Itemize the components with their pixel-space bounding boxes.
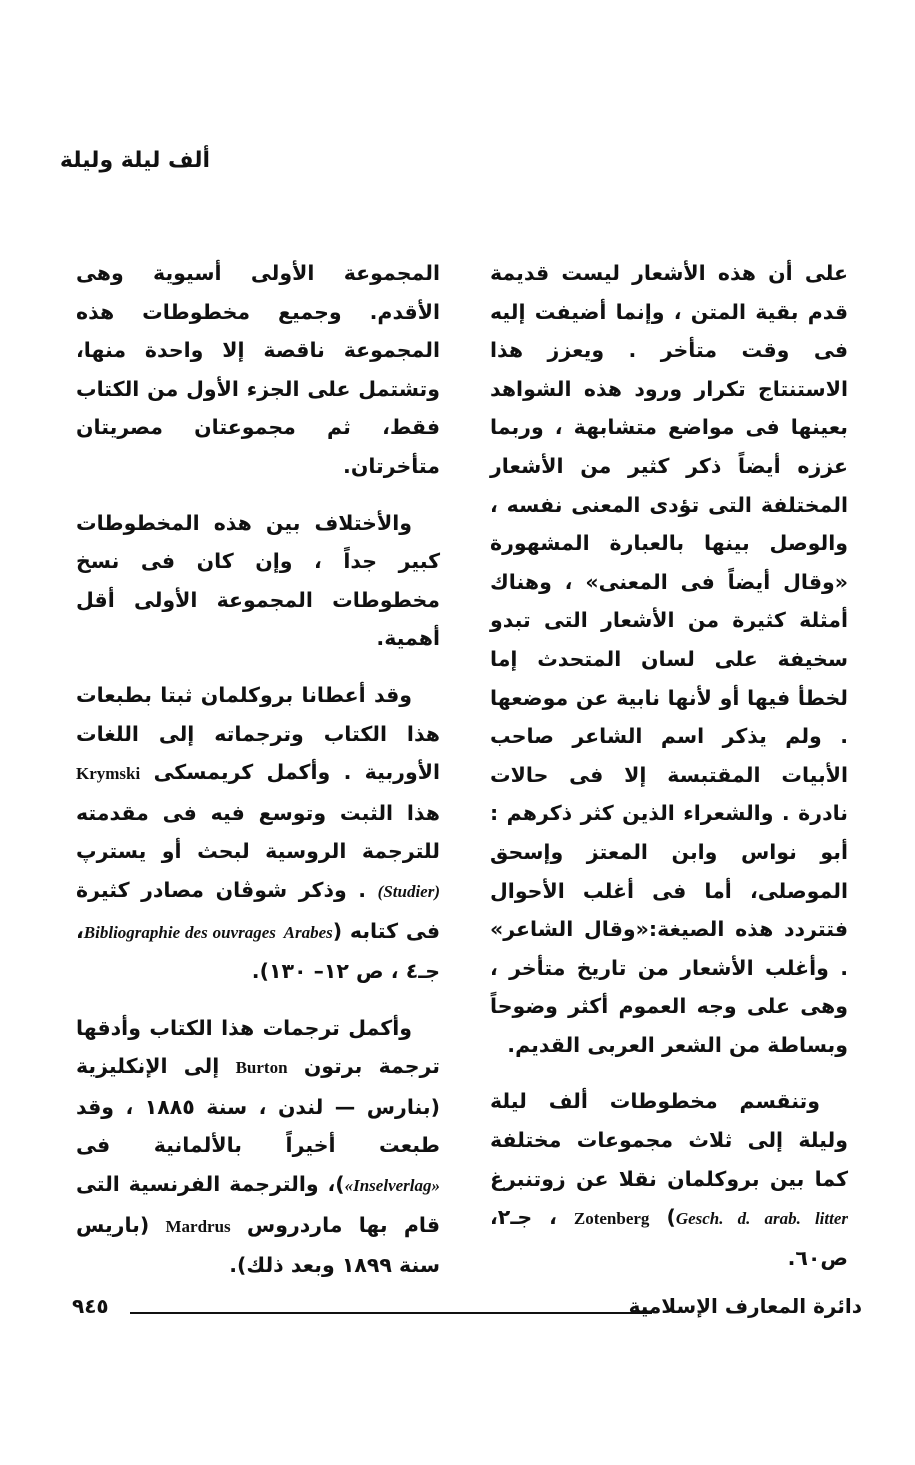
- latin-citation: Arabes: [283, 922, 333, 942]
- left-paragraph-4: [76, 1009, 440, 1285]
- page-footer: [72, 1292, 862, 1332]
- left-paragraph-2: [76, 504, 440, 658]
- latin-name: Krymski: [76, 764, 141, 784]
- text-run: وقد أعطانا بروكلمان ثبتا بطبعات هذا الكتاب وترجماته إلى اللغات الأوربية . وأكمل كريمسكى: [76, 682, 441, 785]
- footer-rule: [130, 1312, 652, 1314]
- right-paragraph-2: [490, 1082, 848, 1277]
- text-run: ، جـ٢، ص٦٠.: [490, 1205, 848, 1270]
- running-header: ألف ليلة وليلة: [59, 148, 210, 173]
- latin-citation: Gesch. d. arab. litter: [675, 1209, 848, 1229]
- text-run: والأختلاف بين هذه المخطوطات كبير جداً ، وإن كان فى نسخ مخطوطات المجموعة الأولى أقل أهمية.: [76, 510, 440, 651]
- left-column: [76, 254, 440, 1303]
- latin-name: Mardrus: [165, 1216, 231, 1236]
- latin-citation: Bibliographie des ouvrages: [83, 922, 276, 942]
- text-run: إلى الإنكليزية (بنارس — لندن ، سنة ١٨٨٥ ، وقد طبعت أخيراً بالألمانية فى: [76, 1054, 440, 1158]
- text-run: وأكمل ترجمات هذا الكتاب وأدقها ترجمة برتون: [76, 1015, 440, 1079]
- footer-journal-title: دائرة المعارف الإسلامية: [628, 1294, 862, 1318]
- right-column: [490, 254, 848, 1295]
- latin-citation: (Studier): [377, 881, 440, 901]
- text-run: (: [666, 1205, 676, 1230]
- text-run: هذا الثبت وتوسع فيه فى مقدمته للترجمة الروسية لبحث أو يسترپ: [76, 800, 440, 864]
- latin-name: Zotenberg: [573, 1209, 650, 1229]
- latin-citation: «Inselverlag»: [344, 1176, 440, 1196]
- latin-name: Burton: [235, 1058, 288, 1078]
- text-run: (باريس سنة ١٨٩٩ وبعد ذلك).: [76, 1212, 440, 1278]
- left-paragraph-1: المجموعة الأولى أسيوية وهى الأقدم. وجميع مخطوطات هذه المجموعة ناقصة إلا واحدة منها، وتشتمل على الجزء الأول من الكتاب فقط، ثم مجموعتان مصريتان متأخرتان.: [76, 261, 440, 478]
- text-run: . وذكر شوڤان مصادر كثيرة فى كتابه (: [76, 877, 440, 943]
- left-paragraph-3: [76, 676, 440, 991]
- text-run: وتنقسم مخطوطات ألف ليلة وليلة إلى ثلاث مجموعات مختلفة كما بين بروكلمان نقلا عن زوتنبرغ: [490, 1089, 848, 1191]
- page-number: ٩٤٥: [72, 1294, 109, 1318]
- right-paragraph-1: على أن هذه الأشعار ليست قديمة قدم بقية المتن ، وإنما أضيفت إليه فى وقت متأخر . ويعزز هذا الاستنتاج تكرار ورود هذه الشواهد بعينها فى مواضع متشابهة ، وربما عززه أيضاً ذكر كثير من الأشعار المختلفة التى تؤدى المعنى نفسه ، والوصل بينها بالعبارة المشهورة «وقال أيضاً فى المعنى» ، وهناك أمثلة كثيرة من الأشعار التى تبدو سخيفة على لسان المتحدث إما لخطأ فيها أو لأنها نابية عن موضعها . ولم يذكر اسم الشاعر صاحب الأبيات المقتبسة إلا فى حالات نادرة . والشعراء الذين كثر ذكرهم : أبو نواس وابن المعتز وإسحق الموصلى، أما فى أغلب الأحوال فتتردد هذه الصيغة:«وقال الشاعر» . وأغلب الأشعار من تاريخ متأخر ، وهى على وجه العموم أكثر وضوحاً وبساطة من الشعر العربى القديم.: [490, 261, 848, 1057]
- text-run: )، والترجمة الفرنسية التى قام بها ماردروس: [76, 1172, 441, 1237]
- text-run: ، جـ٤ ، ص ١٢– ١٣٠).: [76, 918, 440, 984]
